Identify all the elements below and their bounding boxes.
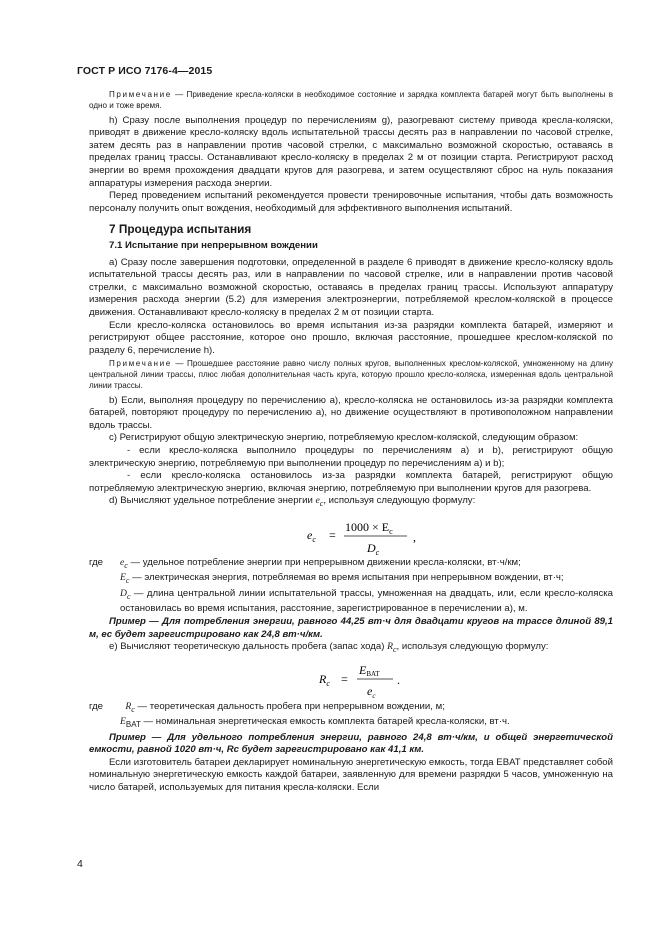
example-1: Пример — Для потребления энергии, равного 44,25 вт·ч для двадцати кругов на трассе длиной 89,1 м, eс будет зарегистрировано как 24,8 вт·ч/км. (89, 616, 613, 640)
document-header: ГОСТ Р ИСО 7176-4—2015 (77, 65, 213, 77)
page-number: 4 (77, 858, 83, 870)
paragraph-a: а) Сразу после завершения подготовки, определенной в разделе 6 приводят в движение кресло-коляску вдоль испытательной трассы десять раз, или в направлении по часовой стрелке, или в направлении против часовой стрелки, с максимально возможной скоростью, оставаясь в пределах границ трассы. Используют аппаратуру измерения расхода энергии (5.2) для измерения электроэнергии, потребляемой креслом-коляской в процессе движения. Останавливают кресло-коляску в пределах 2 м от позиции старта. (89, 256, 613, 318)
where-label: где (89, 556, 104, 568)
note-label: Примечание (109, 359, 172, 369)
var-symbol: e (315, 495, 320, 507)
var-rc (387, 641, 397, 655)
where-item: $E_c$ — электрическая энергия, потребляемая во время испытания при непрерывном вождении, вт·ч; (120, 572, 564, 586)
dash-item-1: - если кресло-коляска выполнило процедуры по перечислениям а) и b), регистрируют общую электрическую энергию, потребляемую при выполнении процедур по перечислениям а) и b); (89, 445, 613, 469)
where-item: $e_c$ — удельное потребление энергии при непрерывном движении кресла-коляски, вт·ч/км; (120, 556, 521, 570)
where-item: $D_c$ — длина центральной линии испытательной трассы, умноженная на двадцать, или, если кресло-коляска остановилась во время испытания, расстояние, зарегистрированное в перечислении а), м. (120, 587, 613, 615)
formula-numerator: $1000 \times E_c$ (345, 519, 393, 536)
where-row-2 (89, 701, 613, 717)
note-2 (89, 359, 613, 391)
formula-ec-svg (289, 511, 509, 557)
section-7-1-heading: 7.1 Испытание при непрерывном вождении (109, 239, 318, 251)
paragraph-d (89, 495, 613, 511)
where-item: $R_c$ — теоретическая дальность пробега при непрерывном вождении, м; (125, 700, 445, 714)
formula-rc (89, 657, 613, 701)
formula-denominator: $D_c$ (367, 540, 380, 557)
where-label: где (89, 700, 104, 712)
var-subscript: c (392, 645, 397, 655)
note-1 (89, 90, 613, 112)
paragraph-b: b) Если, выполняя процедуру по перечислению а), кресло-коляска не остановилось из-за разрядки комплекта батарей, повторяют процедуру по перечислению а), но движение осуществляют в противоположном направлении вдоль трассы. (89, 394, 613, 431)
formula-ec (89, 511, 613, 557)
paragraph-e-tail: , используя следующую формулу: (396, 641, 549, 653)
where-item: $E_{BAT}$ — номинальная энергетическая емкость комплекта батарей кресла-коляски, вт·ч. (120, 716, 510, 730)
paragraph-d-tail: , используя следующую формулу: (323, 495, 476, 507)
dash-item-2: - если кресло-коляска остановилось из-за разрядки комплекта батарей, регистрируют общую потребляемую электрическую энергию, включая энергию, потребляемую при выполнении кругов для разогрева. (89, 470, 613, 494)
paragraph-training: Перед проведением испытаний рекомендуется провести тренировочные испытания, чтобы дать возможность персоналу получить опыт вождения, необходимый для эффективного выполнения испытаний. (89, 190, 613, 214)
paragraph-c: c) Регистрируют общую электрическую энергию, потребляемую креслом-коляской, следующим образом: (109, 432, 579, 444)
formula-lhs: $R_c$ (319, 671, 330, 688)
formula-rc-svg (311, 657, 471, 701)
paragraph-h: h) Сразу после выполнения процедур по перечислениям g), разогревают систему привода кресла-коляски, приводят в движение кресло-коляску вдоль испытательной трассы десять раз в направлении по часовой стрелке, затем десять раз в направлении против часовой стрелки, с максимально возможной скоростью, оставаясь в пределах границ трассы. Останавливают кресло-коляску в пределах 2 м от позиции старта. Регистрируют расход энергии во время прохождения двадцати кругов для разогрева, и затем осуществляют сброс на нуль показания аппаратуры измерения расхода энергии. (89, 114, 613, 189)
formula-tail: , (413, 529, 416, 544)
paragraph-final: Если изготовитель батареи декларирует номинальную энергетическую емкость, тогда EBAT представляет собой номинальную энергетическую емкость каждой батареи, заявленную для времени разрядки 5 часов, умноженную на число батарей, используемых для питания кресла-коляски. Если (89, 756, 613, 794)
paragraph-e (89, 641, 613, 657)
section-7-heading: 7 Процедура испытания (109, 222, 252, 237)
note-text: — Приведение кресла-коляски в необходимое состояние и зарядка комплекта батарей могут быть выполнены в одно и тоже время. (89, 90, 613, 110)
formula-numerator: EBAT (359, 662, 380, 678)
var-subscript: c (319, 499, 324, 509)
paragraph-d-text: d) Вычисляют удельное потребление энергии (109, 495, 316, 507)
note-label: Примечание (109, 90, 172, 99)
note-text: — Прошедшее расстояние равно числу полных кругов, выполненных креслом-коляской, умноженному на длину центральной линии трассы, плюс любая дополнительная часть круга, которую прошло кресло-коляска, измеренная вдоль центральной линии трассы. (89, 359, 613, 390)
paragraph-battery: Если кресло-коляска остановилось во время испытания из-за разрядки комплекта батарей, измеряют и регистрируют общее расстояние, которое оно прошло, включая расстояние, прошедшее креслом-коляской по разделу 6, перечисление h). (89, 319, 613, 356)
formula-lhs: $e_c$ (307, 527, 316, 544)
paragraph-e-text: е) Вычисляют теоретическую дальность пробега (запас хода) (109, 641, 388, 653)
var-symbol: R (387, 641, 393, 653)
formula-denominator: $e_c$ (367, 683, 376, 700)
formula-equals: = (329, 527, 336, 542)
example-2: Пример — Для удельного потребления энергии, равного 24,8 вт·ч/км, и общей энергетической емкости, равной 1020 вт·ч, Rc будет зарегистрировано как 41,1 км. (89, 731, 613, 756)
where-row-1 (89, 557, 613, 573)
formula-equals: = (341, 671, 348, 686)
formula-tail: . (397, 672, 400, 687)
document-body (89, 88, 613, 795)
